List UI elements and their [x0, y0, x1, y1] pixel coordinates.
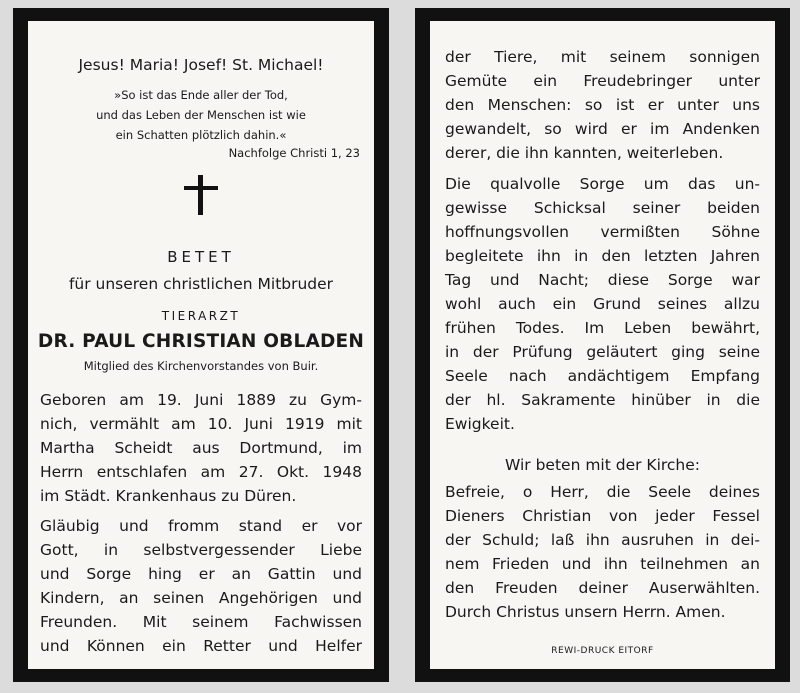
text-line: Ewigkeit.: [445, 415, 515, 433]
profession: TIERARZT: [161, 309, 241, 323]
prayer-line: nem Frieden und ihn teilnehmen an: [445, 555, 760, 573]
text-line: gewisse Schicksal seiner beiden: [445, 199, 760, 217]
faith-line: Gläubig und fromm stand er vor: [40, 517, 362, 535]
text-line: der hl. Sakramente hinüber in die: [445, 391, 760, 409]
prayer-line: der Schuld; laß ihn ausruhen in dei-: [445, 531, 760, 549]
bio-line: Geboren am 19. Juni 1889 zu Gym-: [40, 391, 362, 409]
bio-line: Martha Scheidt aus Dortmund, im: [40, 439, 362, 457]
betet-heading: BETET: [167, 248, 235, 266]
invocation: Jesus! Maria! Josef! St. Michael!: [78, 56, 324, 74]
quote-line: »So ist das Ende aller der Tod,: [114, 88, 288, 102]
bio-line: nich, vermählt am 10. Juni 1919 mit: [40, 415, 362, 433]
prayer-line: Dieners Christian von jeder Fessel: [445, 507, 760, 525]
quote-line: ein Schatten plötzlich dahin.«: [115, 128, 287, 142]
faith-line: und Sorge hing er an Gattin und: [40, 565, 362, 583]
right-panel: [415, 8, 790, 682]
faith-line: Gott, in selbstvergessender Liebe: [40, 541, 362, 559]
text-line: in der Prüfung geläutert ging seine: [445, 343, 760, 361]
text-line: Seele nach andächtigem Empfang: [445, 367, 760, 385]
text-line: begleitete ihn in den letzten Jahren: [445, 247, 760, 265]
text-line: Gemüte ein Freudebringer unter: [445, 72, 760, 90]
prayer-line: Befreie, o Herr, die Seele deines: [445, 483, 760, 501]
bio-line: im Städt. Krankenhaus zu Düren.: [40, 487, 297, 505]
text-line: den Menschen: so ist er unter uns: [445, 96, 760, 114]
prayer-for: für unseren christlichen Mitbruder: [68, 275, 334, 293]
right-panel-content: [430, 21, 775, 669]
text-line: frühen Todes. Im Leben bewährt,: [445, 319, 760, 337]
left-panel-content: [28, 21, 374, 669]
text-line: wohl auch ein Grund seines allzu: [445, 295, 760, 313]
faith-line: und Können ein Retter und Helfer: [40, 637, 362, 655]
prayer-heading: Wir beten mit der Kirche:: [504, 456, 701, 474]
prayer-line: Durch Christus unsern Herrn. Amen.: [445, 603, 726, 621]
text-line: gewandelt, so wird er im Andenken: [445, 120, 760, 138]
text-line: Die qualvolle Sorge um das un-: [445, 175, 760, 193]
text-line: der Tiere, mit seinem sonnigen: [445, 48, 760, 66]
prayer-line: den Freuden deiner Auserwählten.: [445, 579, 760, 597]
left-panel: [13, 8, 389, 682]
faith-line: Kindern, an seinen Angehörigen und: [40, 589, 362, 607]
text-line: Tag und Nacht; diese Sorge war: [445, 271, 760, 289]
bio-line: Herrn entschlafen am 27. Okt. 1948: [40, 463, 362, 481]
cross-icon: [184, 175, 218, 215]
faith-line: Freunden. Mit seinem Fachwissen: [40, 613, 362, 631]
quote-source: Nachfolge Christi 1, 23: [228, 146, 360, 160]
deceased-name: DR. PAUL CHRISTIAN OBLADEN: [37, 331, 365, 352]
church-role: Mitglied des Kirchenvorstandes von Buir.: [83, 359, 319, 373]
printer-imprint: REWI-DRUCK EITORF: [551, 646, 654, 656]
text-line: derer, die ihn kannten, weiterleben.: [445, 144, 724, 162]
quote-line: und das Leben der Menschen ist wie: [96, 108, 306, 122]
text-line: hoffnungsvollen vermißten Söhne: [445, 223, 760, 241]
